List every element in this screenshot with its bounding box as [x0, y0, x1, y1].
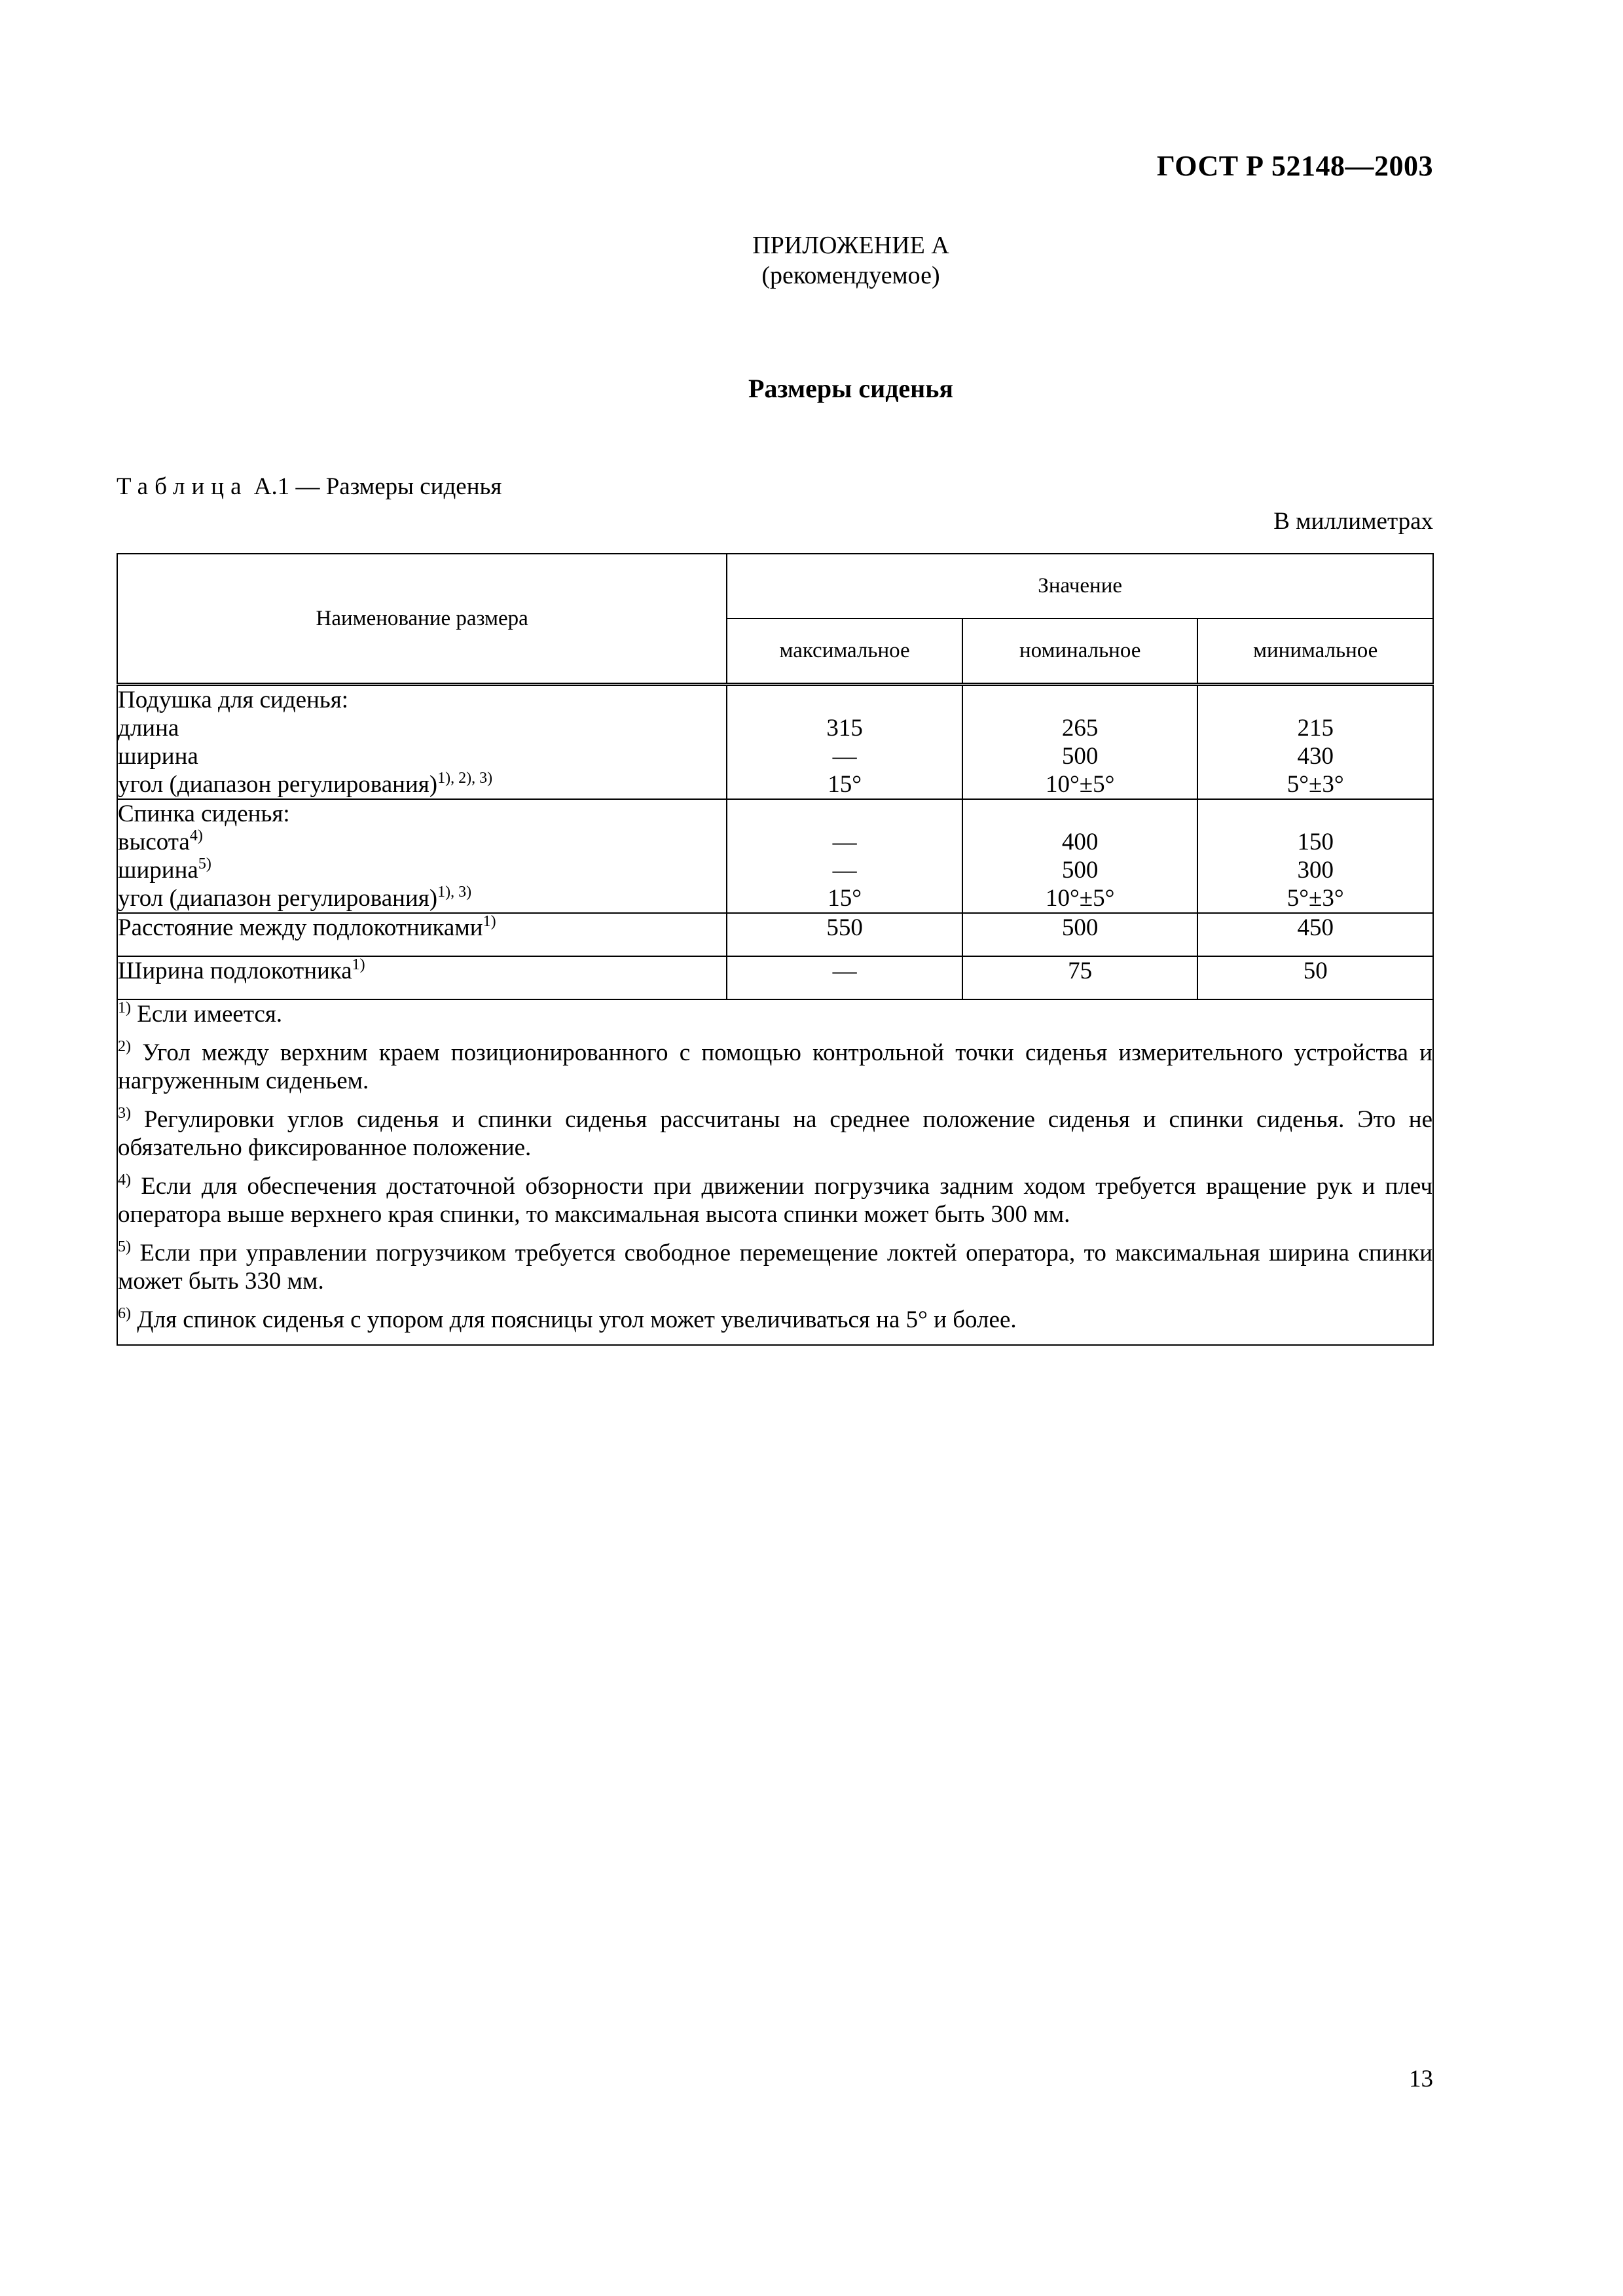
row-name: высота — [118, 829, 190, 855]
row-name: ширина — [118, 743, 198, 770]
footnote-text: Если для обеспечения достаточной обзорности при движении погрузчика задним ходом требуется вращение рук и плеч оператора выше верхнего края спинки, то максимальная высота спинки может быть 300 мм. — [118, 1173, 1432, 1228]
value-cell-max — [727, 799, 962, 913]
group-cell-cushion — [117, 685, 727, 800]
footnote — [118, 1105, 1432, 1162]
value-cell-nom: 500 — [962, 913, 1197, 956]
table-row — [117, 956, 1433, 999]
group-title: Спинка сиденья: — [118, 800, 290, 827]
appendix-heading — [0, 230, 1623, 291]
table-caption — [117, 473, 501, 501]
value: 215 — [1297, 715, 1334, 742]
row-name-with-note — [118, 828, 726, 856]
row-name: длина — [118, 715, 179, 742]
appendix-subtitle: (рекомендуемое) — [761, 262, 940, 289]
footnote — [118, 1039, 1432, 1095]
section-title: Размеры сиденья — [748, 374, 954, 403]
notes-cell — [117, 999, 1433, 1345]
value: 15° — [828, 885, 862, 912]
footnote-mark: 6) — [118, 1305, 131, 1322]
table-caption-prefix: Таблица — [117, 473, 248, 500]
value-cell-nom — [962, 685, 1197, 800]
document-code: ГОСТ Р 52148—2003 — [1156, 150, 1433, 182]
footnote-ref: 4) — [189, 827, 203, 844]
footnote-text: Если при управлении погрузчиком требуется свободное перемещение локтей оператора, то максимальная ширина спинки может быть 330 мм. — [118, 1240, 1432, 1295]
value-cell-max: 550 — [727, 913, 962, 956]
footnote-ref: 1), 3) — [437, 884, 472, 901]
header-name-cell: Наименование размера — [117, 554, 727, 685]
value-cell-min: 450 — [1197, 913, 1433, 956]
value-cell-max: — — [727, 956, 962, 999]
value: 500 — [1061, 743, 1099, 770]
value: 10°±5° — [1045, 771, 1115, 798]
value-cell-min — [1197, 799, 1433, 913]
value: 300 — [1297, 857, 1334, 884]
header-value-cell: Значение — [727, 554, 1433, 619]
value: 500 — [1061, 857, 1099, 884]
footnote-ref: 1) — [352, 956, 365, 973]
footnote-mark: 3) — [118, 1105, 131, 1122]
footnote-mark: 1) — [118, 999, 131, 1016]
row-name: угол (диапазон регулирования) — [118, 771, 438, 798]
value-cell-nom — [962, 799, 1197, 913]
footnote-mark: 4) — [118, 1172, 131, 1189]
value-cell-min: 50 — [1197, 956, 1433, 999]
value: 150 — [1297, 829, 1334, 855]
footnote-text: Если имеется. — [131, 1001, 283, 1028]
row-name-with-note — [118, 770, 726, 798]
footnote-ref: 5) — [198, 855, 211, 872]
value: — — [832, 829, 857, 855]
table-row — [117, 913, 1433, 956]
header-col-nom: номинальное — [962, 619, 1197, 685]
table-row — [117, 799, 1433, 913]
footnote — [118, 1239, 1432, 1295]
footnote — [118, 1000, 1432, 1028]
row-name-cell — [117, 913, 727, 956]
header-row — [117, 554, 1433, 619]
value: — — [832, 857, 857, 884]
footnote-mark: 2) — [118, 1038, 131, 1055]
value: 430 — [1297, 743, 1334, 770]
row-name: Расстояние между подлокотниками — [118, 914, 483, 941]
footnote-mark: 5) — [118, 1238, 131, 1255]
row-name-with-note — [118, 856, 726, 884]
group-title: Подушка для сиденья: — [118, 687, 349, 713]
group-cell-backrest — [117, 799, 727, 913]
page-number: 13 — [1409, 2066, 1433, 2092]
value-cell-min — [1197, 685, 1433, 800]
table-row — [117, 685, 1433, 800]
value: 5°±3° — [1286, 771, 1344, 798]
value: — — [832, 743, 857, 770]
footnote-text: Регулировки углов сиденья и спинки сиденья рассчитаны на среднее положение сиденья и спинки сиденья. Это не обязательно фиксированное положение. — [118, 1106, 1432, 1161]
row-name-cell — [117, 956, 727, 999]
value: 265 — [1061, 715, 1099, 742]
value: 400 — [1061, 829, 1099, 855]
units-note: В миллиметрах — [1273, 508, 1433, 535]
value: 315 — [826, 715, 863, 742]
header-col-max: максимальное — [727, 619, 962, 685]
row-name: угол (диапазон регулирования) — [118, 885, 438, 912]
value: 5°±3° — [1286, 885, 1344, 912]
table-caption-text: А.1 — Размеры сиденья — [247, 473, 502, 500]
footnote — [118, 1306, 1432, 1334]
header-col-min: минимальное — [1197, 619, 1433, 685]
value: 15° — [828, 771, 862, 798]
appendix-title: ПРИЛОЖЕНИЕ А — [752, 232, 949, 259]
value: 10°±5° — [1045, 885, 1115, 912]
row-name: ширина — [118, 857, 198, 884]
footnote-text: Угол между верхним краем позиционированного с помощью контрольной точки сиденья измерительного устройства и нагруженным сиденьем. — [118, 1039, 1432, 1094]
notes-row — [117, 999, 1433, 1345]
row-name-with-note — [118, 884, 726, 912]
row-name: Ширина подлокотника — [118, 958, 352, 984]
seat-dimensions-table — [117, 553, 1434, 1346]
value-cell-max — [727, 685, 962, 800]
footnote-ref: 1) — [483, 913, 496, 930]
value-cell-nom: 75 — [962, 956, 1197, 999]
footnote-text: Для спинок сиденья с упором для поясницы угол может увеличиваться на 5° и более. — [131, 1306, 1017, 1333]
footnote-ref: 1), 2), 3) — [437, 770, 493, 787]
footnote — [118, 1172, 1432, 1229]
